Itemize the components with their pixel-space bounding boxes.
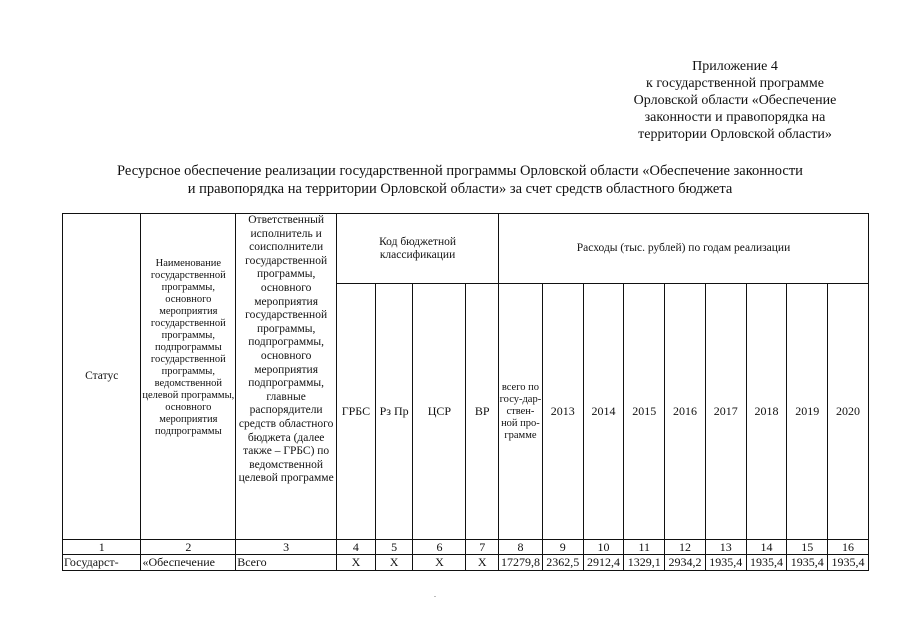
title-line-2: и правопорядка на территории Орловской области» за счет средств областного бюджета <box>187 181 733 197</box>
column-number: 12 <box>665 540 706 555</box>
column-number-row <box>63 540 869 555</box>
header-name: Наименование государственной программы, основного мероприятия государственной программы, подпрограммы государственной программы, ведомственной целевой программы, основного мероприятия подпрограммы <box>141 214 236 540</box>
row-name: «Обеспечение <box>141 555 236 571</box>
appendix-note <box>590 58 880 143</box>
header-csr: ЦСР <box>413 284 466 540</box>
column-number: 11 <box>624 540 665 555</box>
column-number: 5 <box>375 540 413 555</box>
appendix-line: территории Орловской области» <box>638 127 832 142</box>
row-value-2019: 1935,4 <box>787 555 828 571</box>
column-number: 6 <box>413 540 466 555</box>
header-vr: ВР <box>466 284 499 540</box>
header-year-2015: 2015 <box>624 284 665 540</box>
header-year-2016: 2016 <box>665 284 706 540</box>
header-year-2018: 2018 <box>746 284 787 540</box>
column-number: 10 <box>583 540 624 555</box>
column-number: 1 <box>63 540 141 555</box>
row-value-2017: 1935,4 <box>705 555 746 571</box>
header-rzpr: Рз Пр <box>375 284 413 540</box>
column-number: 3 <box>236 540 337 555</box>
column-number: 9 <box>542 540 583 555</box>
resource-table <box>62 213 869 571</box>
table-row <box>63 555 869 571</box>
header-year-2017: 2017 <box>705 284 746 540</box>
appendix-line: к государственной программе <box>646 76 824 91</box>
row-total: 17279,8 <box>499 555 543 571</box>
header-total: всего по госу-дар-ствен-ной про-грамме <box>499 284 543 540</box>
column-number: 13 <box>705 540 746 555</box>
row-value-2016: 2934,2 <box>665 555 706 571</box>
row-value-2015: 1329,1 <box>624 555 665 571</box>
header-expenses: Расходы (тыс. рублей) по годам реализации <box>499 214 869 284</box>
column-number: 7 <box>466 540 499 555</box>
header-budget-code: Код бюджетной классификации <box>337 214 499 284</box>
header-status: Статус <box>63 214 141 540</box>
appendix-line: Приложение 4 <box>692 59 778 74</box>
row-grbs: Х <box>337 555 376 571</box>
header-year-2014: 2014 <box>583 284 624 540</box>
header-grbs: ГРБС <box>337 284 376 540</box>
header-year-2013: 2013 <box>542 284 583 540</box>
header-responsible: Ответственный исполнитель и соисполнители государственной программы, основного мероприятия государственной программы, подпрограммы, основного мероприятия подпрограммы, главные распорядители средств областного бюджета (далее также – ГРБС) по ведомственной целевой программе <box>236 214 337 540</box>
row-vr: Х <box>466 555 499 571</box>
column-number: 15 <box>787 540 828 555</box>
document-title <box>60 162 860 198</box>
title-line-1: Ресурсное обеспечение реализации государственной программы Орловской области «Обеспечение законности <box>117 163 803 179</box>
scan-speck <box>434 596 436 597</box>
row-csr: Х <box>413 555 466 571</box>
row-value-2013: 2362,5 <box>542 555 583 571</box>
row-value-2018: 1935,4 <box>746 555 787 571</box>
row-value-2020: 1935,4 <box>828 555 869 571</box>
column-number: 2 <box>141 540 236 555</box>
row-status: Государст- <box>63 555 141 571</box>
appendix-line: законности и правопорядка на <box>644 110 826 125</box>
column-number: 14 <box>746 540 787 555</box>
row-rzpr: Х <box>375 555 413 571</box>
row-responsible: Всего <box>236 555 337 571</box>
column-number: 4 <box>337 540 376 555</box>
header-year-2020: 2020 <box>828 284 869 540</box>
appendix-line: Орловской области «Обеспечение <box>633 93 837 108</box>
row-value-2014: 2912,4 <box>583 555 624 571</box>
header-year-2019: 2019 <box>787 284 828 540</box>
column-number: 16 <box>828 540 869 555</box>
column-number: 8 <box>499 540 543 555</box>
